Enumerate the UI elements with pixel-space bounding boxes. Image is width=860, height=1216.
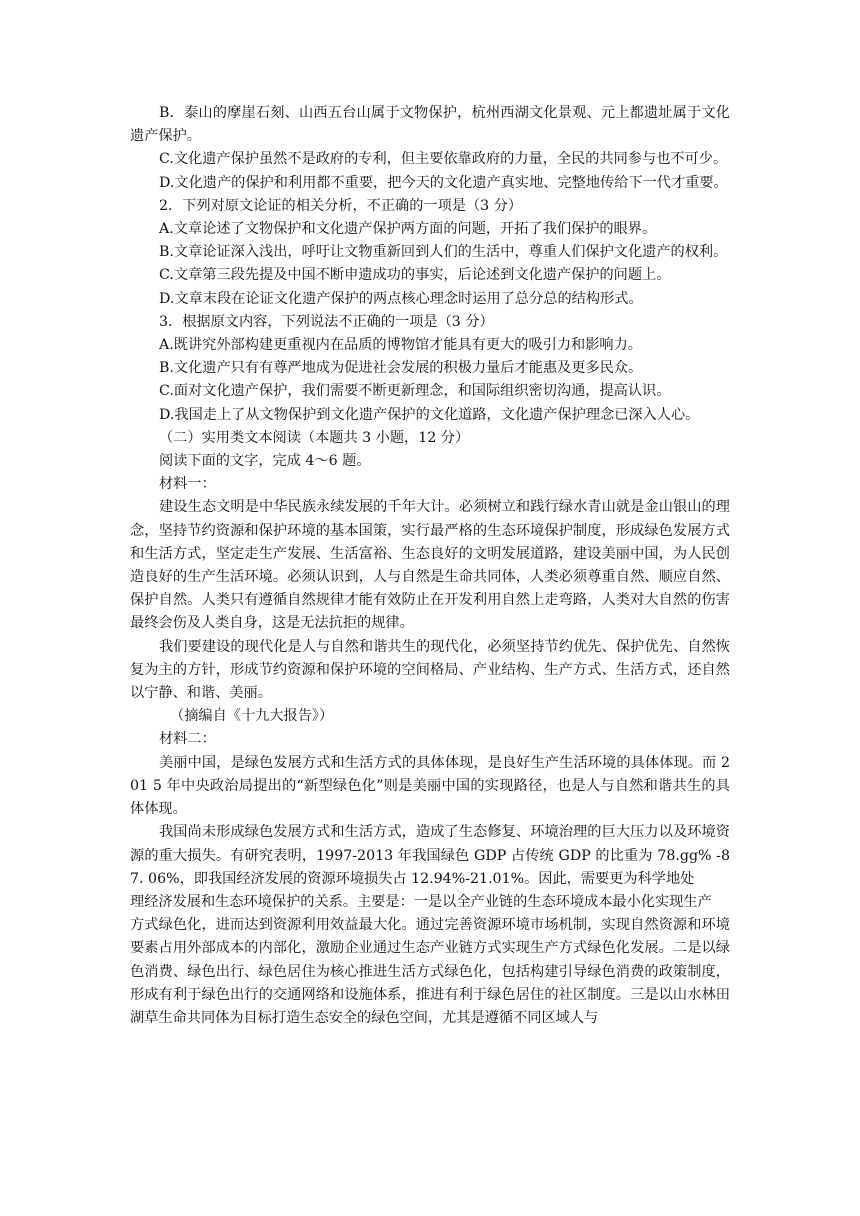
material-2-label: 材料二： bbox=[159, 731, 216, 748]
material-1-source: （摘编自《十九大报告》） bbox=[170, 708, 334, 725]
option-c-q1: C.文化遗产保护虽然不是政府的专利，但主要依靠政府的力量，全民的共同参与也不可少。 bbox=[159, 151, 728, 168]
option-b-q3: B.文化遗产只有有尊严地成为促进社会发展的积极力量后才能惠及更多民众。 bbox=[159, 360, 643, 377]
material-1-paragraph-2: 我们要建设的现代化是人与自然和谐共生的现代化，必须坚持节约优先、保护优先、自然恢复为主的方针，形成节约资源和保护环境的空间格局、产业结构、生产方式、生活方式，还自然以宁静、和谐、美丽。 bbox=[130, 638, 730, 702]
option-c-q2: C.文章第三段先提及中国不断申遗成功的事实，后论述到文化遗产保护的问题上。 bbox=[159, 267, 671, 284]
option-a-q3: A.既讲究外部构建更重视内在品质的博物馆才能具有更大的吸引力和影响力。 bbox=[159, 337, 642, 354]
reading-instruction: 阅读下面的文字，完成 4～6 题。 bbox=[159, 453, 371, 470]
material-2-paragraph-2: 我国尚未形成绿色发展方式和生活方式，造成了生态修复、环境治理的巨大压力以及环境资源的重大损失。有研究表明，1997-2013 年我国绿色 GDP 占传统 GDP 的比重为 78.gg% -87. 06%，即我国经济发展的资源环境损失占 12.94%-21.01%。因此，需要更为科学地处 bbox=[130, 824, 730, 887]
material-2-paragraph-2-cont: 理经济发展和生态环境保护的关系。主要是：一是以全产业链的生态环境成本最小化实现生产 bbox=[130, 893, 712, 910]
option-c-q3: C.面对文化遗产保护，我们需要不断更新理念，和国际组织密切沟通，提高认识。 bbox=[159, 383, 671, 400]
option-d-q3: D.我国走上了从文物保护到文化遗产保护的文化道路，文化遗产保护理念已深入人心。 bbox=[159, 406, 700, 423]
material-1-paragraph-1: 建设生态文明是中华民族永续发展的千年大计。必须树立和践行绿水青山就是金山银山的理念，坚持节约资源和保护环境的基本国策，实行最严格的生态环境保护制度，形成绿色发展方式和生活方式，坚定走生产发展、生活富裕、生态良好的文明发展道路，建设美丽中国，为人民创造良好的生产生活环境。必须认识到，人与自然是生命共同体，人类必须尊重自然、顺应自然、保护自然。人类只有遵循自然规律才能有效防止在开发利用自然上走弯路，人类对大自然的伤害最终会伤及人类自身，这是无法抗拒的规律。 bbox=[130, 499, 730, 632]
section-heading: （二）实用类文本阅读（本题共 3 小题，12 分） bbox=[159, 429, 470, 446]
question-3: 3．根据原文内容，下列说法不正确的一项是（3 分） bbox=[159, 313, 494, 330]
material-1-label: 材料一： bbox=[159, 476, 216, 493]
option-a-q2: A.文章论述了文物保护和文化遗产保护两方面的问题，开拓了我们保护的眼界。 bbox=[159, 221, 657, 238]
option-b-q1: B．泰山的摩崖石刻、山西五台山属于文物保护，杭州西湖文化景观、元上都遗址属于文化遗产保护。 bbox=[130, 105, 730, 145]
option-d-q2: D.文章末段在论证文化遗产保护的两点核心理念时运用了总分总的结构形式。 bbox=[159, 290, 643, 307]
question-2: 2．下列对原文论证的相关分析，不正确的一项是（3 分） bbox=[159, 197, 523, 214]
material-2-paragraph-1: 美丽中国，是绿色发展方式和生活方式的具体体现，是良好生产生活环境的具体体现。而 201 5 年中央政治局提出的“新型绿色化”则是美丽中国的实现路径，也是人与自然和谐共生的具体体现。 bbox=[130, 754, 730, 818]
material-2-paragraph-3: 方式绿色化，进而达到资源利用效益最大化。通过完善资源环境市场机制，实现自然资源和环境要素占用外部成本的内部化，激励企业通过生态产业链方式实现生产方式绿色化发展。二是以绿色消费、绿色出行、绿色居住为核心推进生活方式绿色化，包括构建引导绿色消费的政策制度，形成有利于绿色出行的交通网络和设施体系，推进有利于绿色居住的社区制度。三是以山水林田湖草生命共同体为目标打造生态安全的绿色空间，尤其是遵循不同区域人与 bbox=[130, 917, 730, 1026]
option-b-q2: B.文章论证深入浅出，呼吁让文物重新回到人们的生活中，尊重人们保护文化遗产的权利。 bbox=[159, 244, 728, 261]
option-d-q1: D.文化遗产的保护和利用都不重要，把今天的文化遗产真实地、完整地传给下一代才重要。 bbox=[159, 174, 728, 191]
document-body bbox=[130, 102, 730, 1030]
